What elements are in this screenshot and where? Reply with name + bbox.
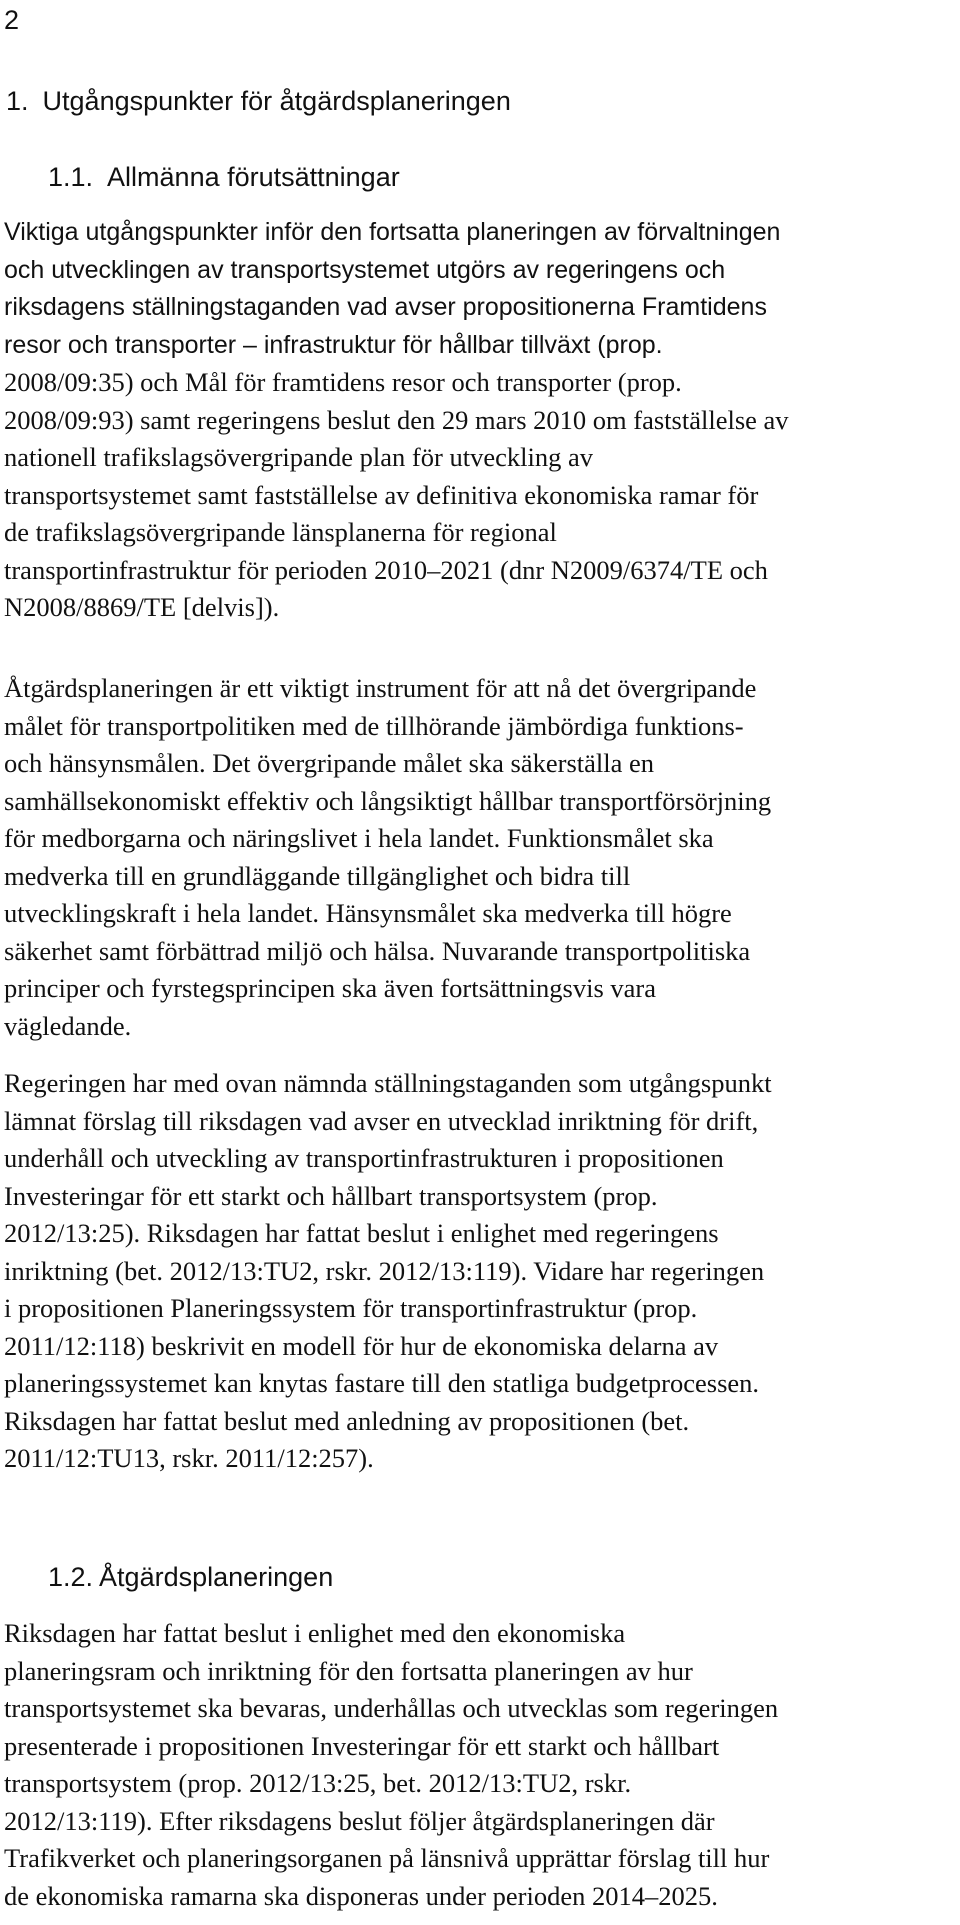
text-line: N2008/8869/TE [delvis]). xyxy=(4,592,280,622)
text-line: Investeringar för ett starkt och hållbart transportsystem (prop. xyxy=(4,1180,658,1211)
text-line: medverka till en grundläggande tillgänglighet och bidra till xyxy=(4,860,631,891)
text-line: 2012/13:25). Riksdagen har fattat beslut i enlighet med regeringens xyxy=(4,1218,719,1248)
section-title: Utgångspunkter för åtgärdsplaneringen xyxy=(42,86,511,116)
text-line: i propositionen Planeringssystem för transportinfrastruktur (prop. xyxy=(4,1293,698,1323)
paragraph-1-1-b xyxy=(4,670,954,1045)
page-number: 2 xyxy=(4,5,20,35)
subsection-number: 1.1. xyxy=(48,162,94,192)
text-line: de trafikslagsövergripande länsplanerna för regional xyxy=(4,517,557,547)
text-line: transportinfrastruktur för perioden 2010–2021 (dnr N2009/6374/TE och xyxy=(4,554,768,585)
text-line: Riksdagen har fattat beslut med anledning av propositionen (bet. xyxy=(4,1405,690,1436)
text-line: de ekonomiska ramarna ska disponeras under perioden 2014–2025. xyxy=(4,1880,718,1911)
text-line: säkerhet samt förbättrad miljö och hälsa. Nuvarande transportpolitiska xyxy=(4,935,751,966)
text-line: 2008/09:35) och Mål för framtidens resor och transporter (prop. xyxy=(4,367,682,397)
text-line: utvecklingskraft i hela landet. Hänsynsmålet ska medverka till högre xyxy=(4,898,732,928)
text-line: samhällsekonomiskt effektiv och långsiktigt hållbar transportförsörjning xyxy=(4,785,772,816)
subsection-title: Allmänna förutsättningar xyxy=(107,162,400,192)
paragraph-1-1-a xyxy=(4,214,954,627)
text-line: Åtgärdsplaneringen är ett viktigt instrument för att nå det övergripande xyxy=(4,673,757,703)
section-number: 1. xyxy=(6,86,29,116)
text-line: inriktning (bet. 2012/13:TU2, rskr. 2012/13:119). Vidare har regeringen xyxy=(4,1255,765,1286)
subsection-title: Åtgärdsplaneringen xyxy=(99,1562,334,1592)
text-line: vägledande. xyxy=(4,1010,132,1041)
subsection-heading-1-2 xyxy=(48,1560,333,1594)
subsection-number: 1.2. xyxy=(48,1562,94,1592)
text-line: för medborgarna och näringslivet i hela landet. Funktionsmålet ska xyxy=(4,823,714,853)
text-line: målet för transportpolitiken med de tillhörande jämbördiga funktions- xyxy=(4,710,744,741)
text-line: och utvecklingen av transportsystemet utgörs av regeringens och xyxy=(4,255,726,284)
text-line: 2011/12:118) beskrivit en modell för hur de ekonomiska delarna av xyxy=(4,1330,719,1361)
text-line: underhåll och utveckling av transportinfrastrukturen i propositionen xyxy=(4,1143,724,1173)
text-line: 2012/13:119). Efter riksdagens beslut följer åtgärdsplaneringen där xyxy=(4,1805,715,1836)
text-line: planeringssystemet kan knytas fastare till den statliga budgetprocessen. xyxy=(4,1368,760,1398)
text-line: Trafikverket och planeringsorganen på länsnivå upprättar förslag till hur xyxy=(4,1843,770,1873)
text-line: transportsystem (prop. 2012/13:25, bet. 2012/13:TU2, rskr. xyxy=(4,1768,632,1798)
paragraph-1-2-a xyxy=(4,1615,954,1915)
text-line: nationell trafikslagsövergripande plan för utveckling av xyxy=(4,442,593,472)
text-line: Viktiga utgångspunkter inför den fortsatta planeringen av förvaltningen xyxy=(4,218,781,246)
text-line: planeringsram och inriktning för den fortsatta planeringen av hur xyxy=(4,1655,693,1686)
text-line: transportsystemet ska bevaras, underhållas och utvecklas som regeringen xyxy=(4,1693,779,1723)
paragraph-1-1-c xyxy=(4,1065,954,1478)
section-heading-1 xyxy=(6,84,511,118)
text-line: 2011/12:TU13, rskr. 2011/12:257). xyxy=(4,1443,374,1473)
text-line: 2008/09:93) samt regeringens beslut den 29 mars 2010 om fastställelse av xyxy=(4,404,789,435)
text-line: principer och fyrstegsprincipen ska även fortsättningsvis vara xyxy=(4,973,656,1003)
text-line: Riksdagen har fattat beslut i enlighet med den ekonomiska xyxy=(4,1618,626,1648)
text-line: Regeringen har med ovan nämnda ställningstaganden som utgångspunkt xyxy=(4,1068,772,1098)
text-line: presenterade i propositionen Investeringar för ett starkt och hållbart xyxy=(4,1730,720,1761)
text-line: riksdagens ställningstaganden vad avser propositionerna Framtidens xyxy=(4,293,767,321)
text-line: lämnat förslag till riksdagen vad avser en utvecklad inriktning för drift, xyxy=(4,1105,759,1136)
subsection-heading-1-1 xyxy=(48,160,400,194)
text-line: resor och transporter – infrastruktur för hållbar tillväxt (prop. xyxy=(4,330,663,359)
text-line: transportsystemet samt fastställelse av definitiva ekonomiska ramar för xyxy=(4,479,759,510)
text-line: och hänsynsmålen. Det övergripande målet ska säkerställa en xyxy=(4,748,655,778)
